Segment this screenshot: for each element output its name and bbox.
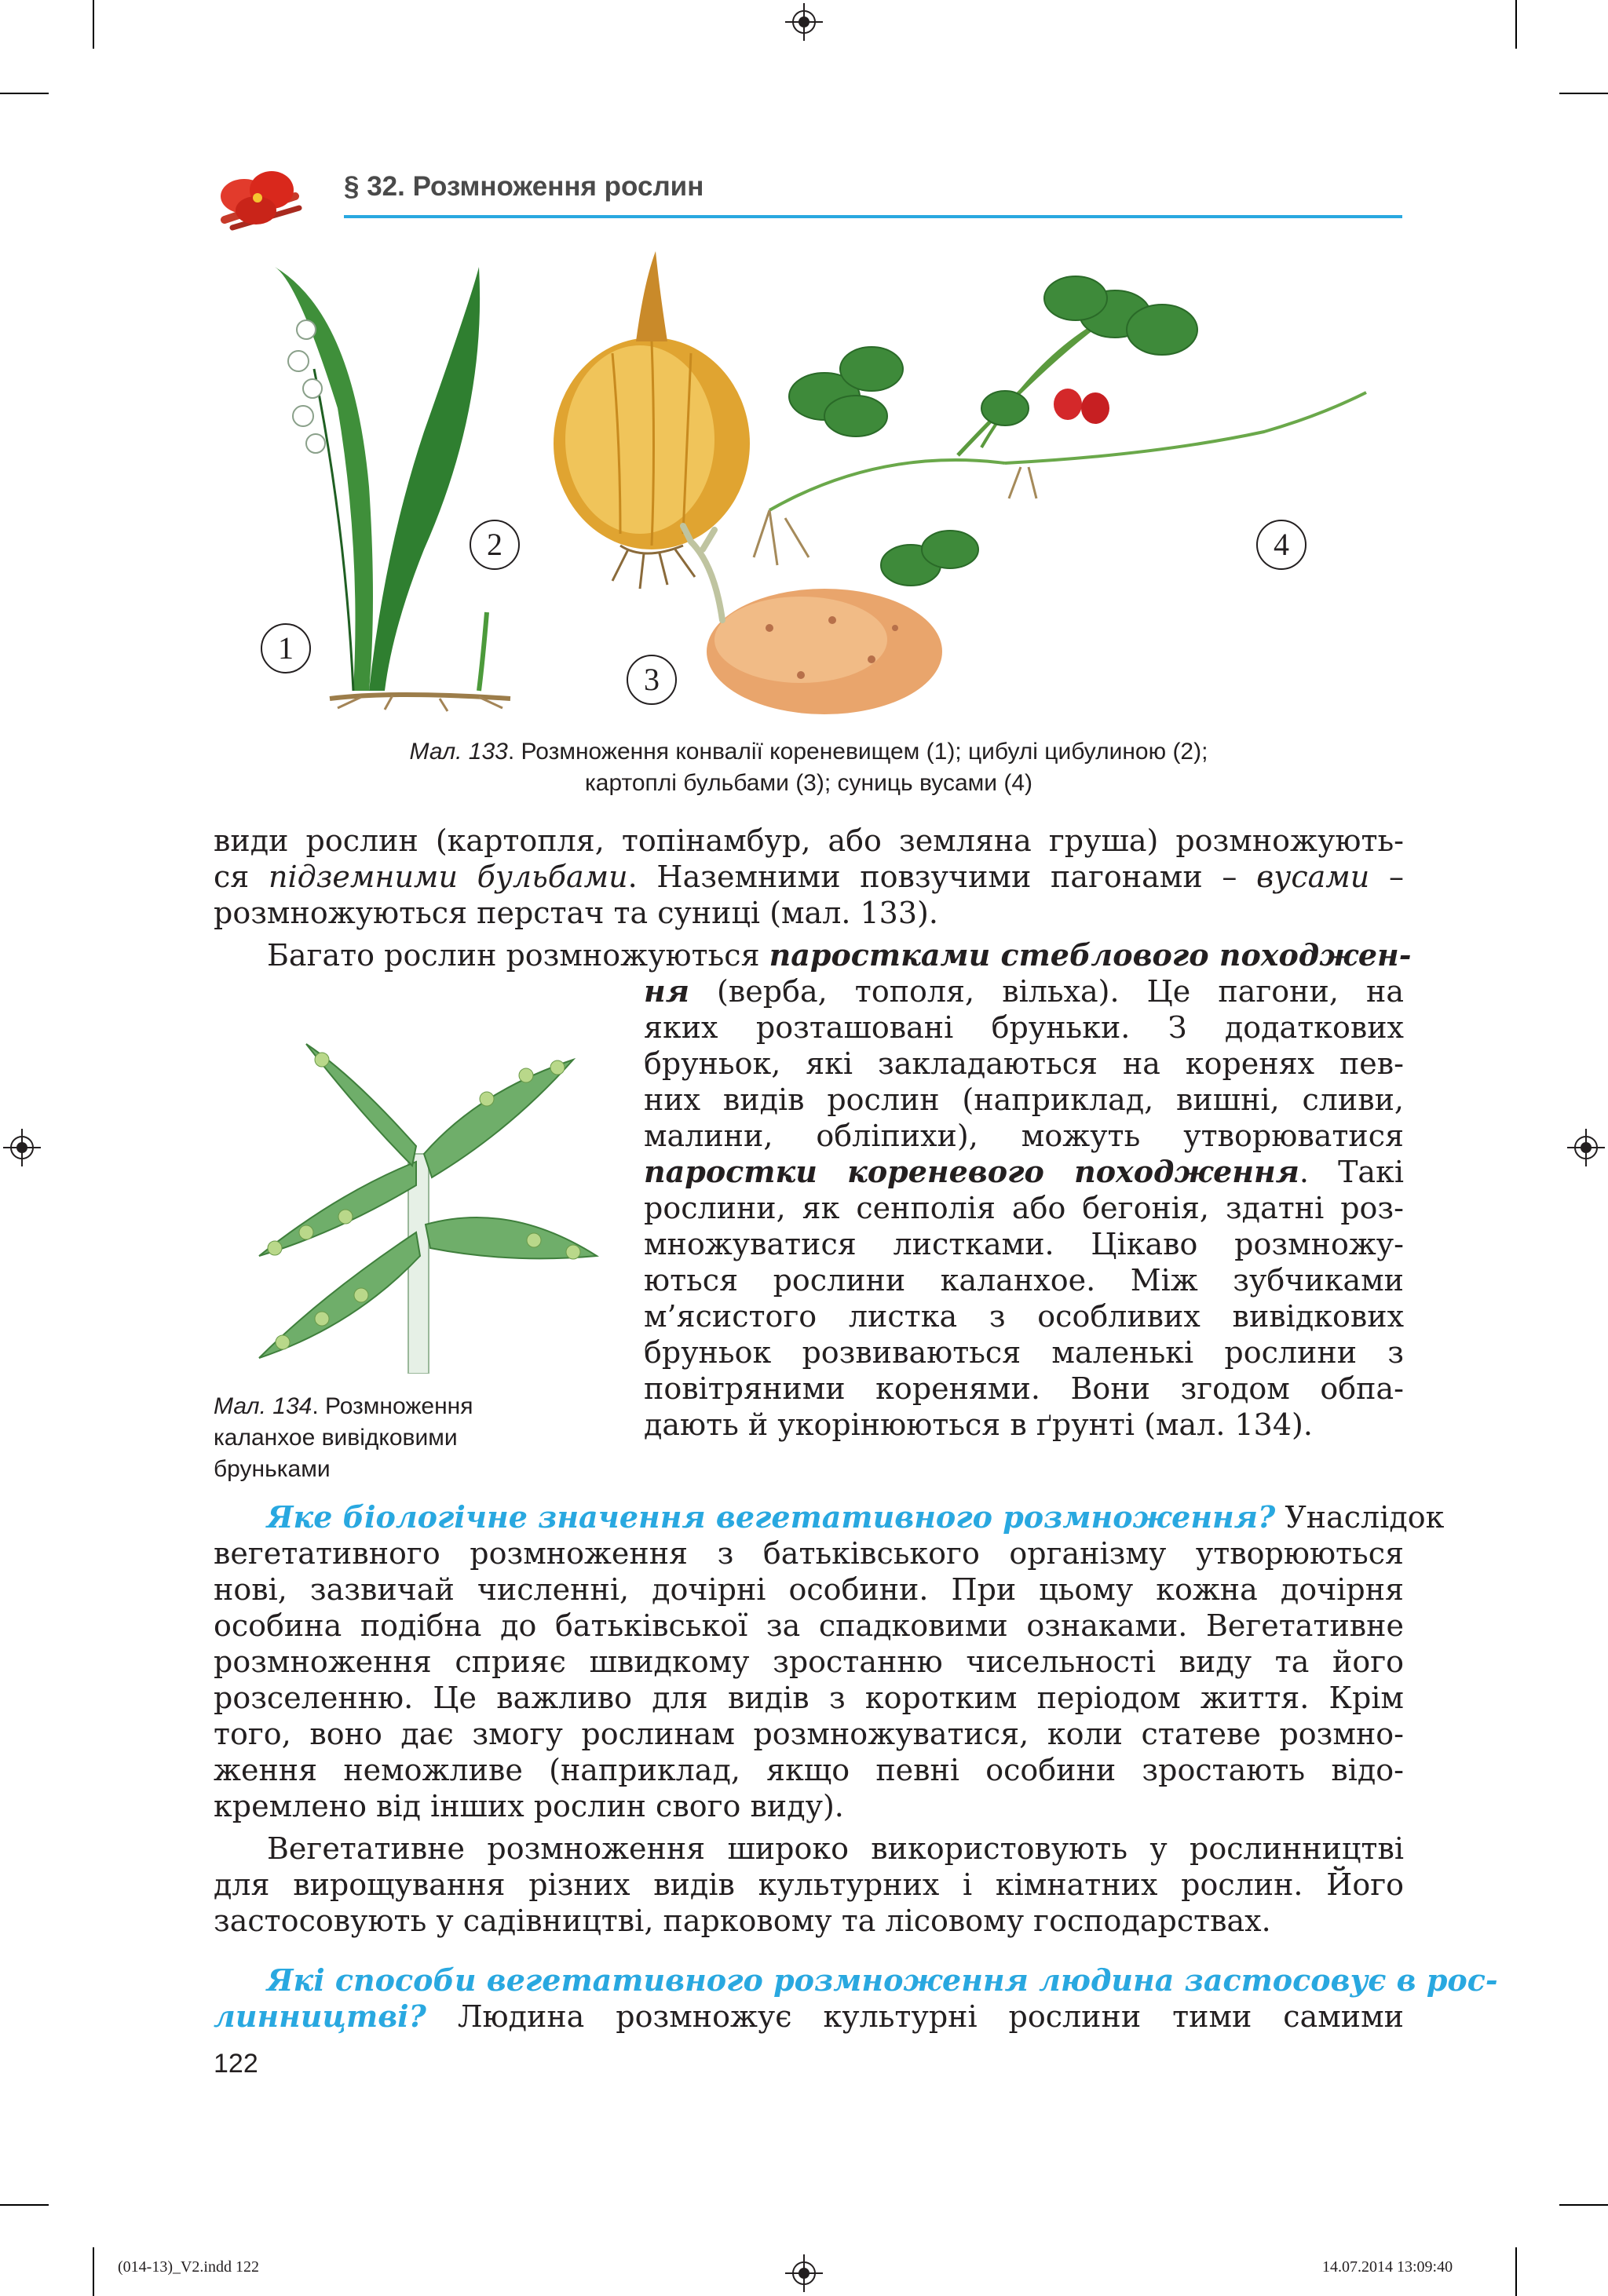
registration-mark-icon — [785, 3, 823, 41]
onion-bulb-illustration — [554, 251, 750, 589]
question-heading: Які способи вегетативного розмноження людина застосовує в рос- — [267, 1962, 1498, 1998]
text-line: малини, обліпихи), можуть утворюватися — [644, 1119, 1404, 1153]
text-line: особина подібна до батьківської за спадковими ознаками. Вегетативне — [214, 1608, 1404, 1643]
text-line: них видів рослин (наприклад, вишні, сливи, — [644, 1082, 1404, 1117]
text-line: розмножуються перстач та суниці (мал. 133). — [214, 896, 938, 930]
figure-label-3: 3 — [627, 655, 677, 705]
text-line: ня (верба, тополя, вільха). Це пагони, на — [644, 973, 1404, 1009]
question-heading: Яке біологічне значення вегетативного розмноження? — [267, 1499, 1276, 1535]
text-line: паростки кореневого походження. Такі — [644, 1154, 1404, 1189]
text-line: Вегетативне розмноження широко використовують у рослинництві — [267, 1831, 1404, 1866]
text-line: дають й укорінюються в ґрунті (мал. 134). — [644, 1407, 1313, 1442]
caption-text: бруньками — [214, 1456, 331, 1482]
page-number: 122 — [214, 2049, 258, 2079]
question-heading: линництві? — [214, 1999, 426, 2034]
text-line: ження неможливе (наприклад, якщо певні особини зростають відо- — [214, 1753, 1404, 1787]
text-line: ся підземними бульбами. Наземними повзучими пагонами – вусами – — [214, 860, 1404, 894]
text-line: розмноження сприяє швидкому зростанню чисельності виду та його — [214, 1644, 1404, 1679]
text-line: м’ясистого листка з особливих вивідкових — [644, 1299, 1404, 1334]
figure-label-1: 1 — [261, 623, 311, 673]
registration-mark-icon — [3, 1129, 41, 1166]
crop-mark — [1559, 2204, 1608, 2206]
figure-134-illustration — [228, 997, 620, 1374]
figure-133-caption — [214, 736, 1404, 799]
crop-mark — [0, 2204, 49, 2206]
footer-timestamp: 14.07.2014 13:09:40 — [1322, 2258, 1453, 2276]
text-line: для вирощування різних видів культурних і кімнатних рослин. Його — [214, 1867, 1404, 1902]
caption-text: . Розмноження — [312, 1393, 473, 1419]
section-title: § 32. Розмноження рослин — [344, 171, 704, 202]
text-line: вегетативного розмноження з батьківського організму утворюються — [214, 1536, 1404, 1571]
registration-mark-icon — [1567, 1129, 1605, 1166]
text-line: бруньок, які закладаються на коренях пев- — [644, 1046, 1404, 1081]
text-line: розселенню. Це важливо для видів з коротким періодом життя. Крім — [214, 1681, 1404, 1715]
text-line: множуватися листками. Цікаво розмножу- — [644, 1227, 1404, 1261]
text-line: того, воно дає змогу рослинам розмножуватися, коли статеве розмно- — [214, 1717, 1404, 1751]
caption-text: картоплі бульбами (3); суниць вусами (4) — [584, 770, 1033, 796]
text-line: рослини, як сенполія або бегонія, здатні роз- — [644, 1191, 1404, 1225]
crop-mark — [1559, 93, 1608, 94]
figure-134-caption — [214, 1391, 590, 1485]
header-rule — [344, 215, 1402, 218]
text-line — [214, 1962, 1498, 1999]
crop-mark — [0, 93, 49, 94]
crop-mark — [93, 2247, 94, 2296]
caption-text: . Розмноження конвалії кореневищем (1); цибулі цибулиною (2); — [507, 739, 1208, 765]
footer-file-info: (014-13)_V2.indd 122 — [118, 2258, 259, 2276]
caption-prefix: Мал. 134 — [214, 1393, 312, 1419]
text-line: нові, зазвичай численні, дочірні особини. При цьому кожна дочірня — [214, 1572, 1404, 1607]
crop-mark — [1515, 0, 1517, 49]
figure-133-illustration — [251, 251, 1382, 714]
crop-mark — [1515, 2247, 1517, 2296]
text-line: яких розташовані бруньки. З додаткових — [644, 1010, 1404, 1045]
text-line: кремлено від інших рослин свого виду). — [214, 1789, 844, 1823]
text-line: повітряними коренями. Вони згодом обпа- — [644, 1371, 1404, 1406]
text-line: Яке біологічне значення вегетативного розмноження? Унаслідок — [267, 1499, 1445, 1535]
text-line: линництві? Людина розмножує культурні рослини тими самими — [214, 1999, 1404, 2034]
text-line: види рослин (картопля, топінамбур, або земляна груша) розмножують- — [214, 823, 1404, 858]
figure-label-4: 4 — [1256, 520, 1306, 570]
flower-emblem-icon — [209, 165, 311, 243]
text-line: бруньок розвиваються маленькі рослини з — [644, 1335, 1404, 1370]
figure-label-2: 2 — [470, 520, 520, 570]
caption-text: каланхое вивідковими — [214, 1425, 458, 1451]
text-line: застосовують у садівництві, парковому та лісовому господарствах. — [214, 1904, 1271, 1938]
text-line: Багато рослин розмножуються паростками стеблового походжен- — [267, 937, 1412, 973]
crop-mark — [93, 0, 94, 49]
registration-mark-icon — [785, 2254, 823, 2292]
caption-prefix: Мал. 133 — [409, 739, 508, 765]
text-line: ються рослини каланхое. Між зубчиками — [644, 1263, 1404, 1298]
